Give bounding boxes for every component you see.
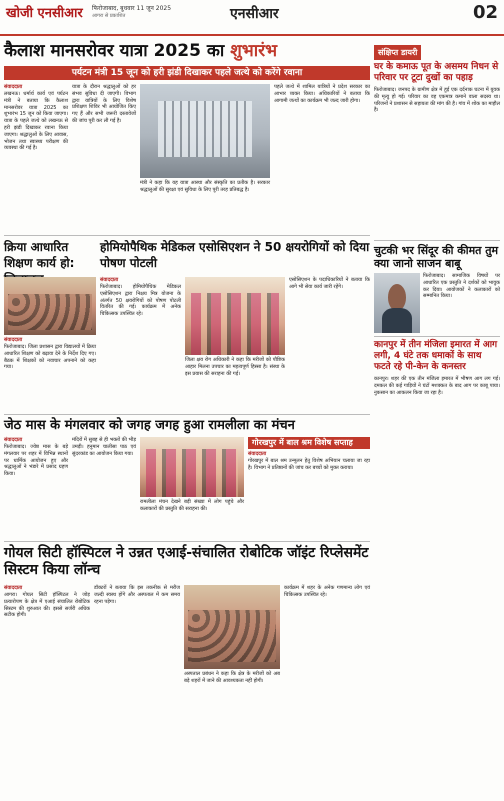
page-number: 02: [472, 2, 498, 23]
masthead: [0, 0, 504, 36]
lead-col-2: यात्रा के दौरान श्रद्धालुओं को हर संभव सुविधा दी जाएगी। विभाग द्वारा यात्रियों के लिए विशेष प्रशिक्षण शिविर भी आयोजित किए गए हैं और सभी जरूरी दस्तावेजों की जांच पूरी कर ली गई है।: [72, 84, 136, 124]
jeth-month-col-1: फिरोजाबाद। ज्येष्ठ मास के बड़े मंगलवार पर शहर में विभिन्न स्थानों पर धार्मिक आयोजन हुए और श्रद्धालुओं ने भंडारे में प्रसाद ग्रहण किया।: [4, 444, 68, 478]
sidebar-tag: संक्षिप्त डायरी: [374, 45, 421, 60]
jeth-month-col-3: रामलीला मंचन देखने बड़ी संख्या में लोग पहुंचे और कलाकारों की प्रस्तुति की सराहना की।: [140, 499, 244, 512]
section-title: एनसीआर: [230, 6, 279, 22]
homeopathic-photo: [185, 277, 285, 355]
lead-col-1: लखनऊ। धर्मार्थ कार्य एवं पर्यटन मंत्री ने बताया कि कैलाश मानसरोवर यात्रा 2025 का शुभारंभ 15 जून को किया जाएगा। यात्रा के पहले जत्थे को लखनऊ से हरी झंडी दिखाकर रवाना किया जाएगा। श्रद्धालुओं के लिए आवास, भोजन तथा स्वास्थ्य परीक्षण की व्यवस्था की गई है।: [4, 91, 68, 152]
issue-subline: आगरा से प्रकाशित: [92, 13, 126, 19]
goyal-hospital-col-1: आगरा। गोयल सिटी हॉस्पिटल ने जोड़ प्रत्यारोपण के क्षेत्र में एआई संचालित रोबोटिक सिस्टम की शुरुआत की। इससे सर्जरी अधिक सटीक होगी।: [4, 592, 90, 619]
goyal-hospital-col-4: कार्यक्रम में शहर के अनेक गणमान्य लोग एवं चिकित्सक उपस्थित रहे।: [284, 585, 370, 598]
goyal-hospital-headline: गोयल सिटी हॉस्पिटल ने उन्नत एआई-संचालित रोबोटिक जॉइंट रिप्लेसमेंट सिस्टम किया लॉन्च: [4, 545, 369, 578]
goyal-hospital-photo: [184, 585, 280, 669]
brief-1-headline: घर के कमाऊ पूत के असमय निधन से परिवार पर टूटा दुखों का पहाड़: [374, 62, 499, 83]
jeth-month-dateline: संवाददाता: [4, 437, 23, 443]
gorakhpur-dateline: संवाददाता: [248, 451, 267, 457]
activity-learning-text: फिरोजाबाद। जिला प्रशासन द्वारा विद्यालयों में क्रिया आधारित शिक्षण को बढ़ावा देने के निर्देश दिए गए। बैठक में शिक्षकों को नवाचार अपनाने को कहा गया।: [4, 344, 96, 371]
sidebar-briefs: [374, 40, 500, 606]
story-goyal-hospital: [4, 545, 370, 801]
story-jeth-month: [4, 418, 370, 538]
divider: [4, 235, 370, 236]
lead-story: [4, 40, 370, 232]
brief-3-headline: कानपुर में तीन मंजिला इमारत में आग लगी, 4 घंटे तक धमाकों के साथ फटते रहे पी-केन के कनस्तर: [374, 340, 498, 372]
gorakhpur-tag: गोरखपुर में बाल श्रम विशेष सप्ताह: [248, 437, 370, 449]
lead-dateline: संवाददाता: [4, 84, 23, 90]
jeth-month-col-2: मंदिरों में सुबह से ही भक्तों की भीड़ उमड़ी। हनुमान चालीसा पाठ एवं सुंदरकांड का आयोजन किया गया।: [72, 437, 136, 457]
homeopathic-headline: होमियोपैथिक मेडिकल एसोसिएशन ने 50 क्षयरोगियों को दिया पोषण पोटली: [100, 240, 370, 270]
goyal-hospital-col-3: अस्पताल प्रबंधन ने कहा कि क्षेत्र के मरीजों को अब बड़े शहरों में जाने की आवश्यकता नहीं होगी।: [184, 671, 280, 684]
story-homeopathic: [100, 239, 370, 411]
activity-learning-photo: [4, 277, 96, 335]
story-activity-learning: [4, 239, 96, 411]
gorakhpur-text: गोरखपुर में बाल श्रम उन्मूलन हेतु विशेष अभियान चलाया जा रहा है। विभाग ने प्रतिष्ठानों की जांच कर बच्चों को मुक्त कराया।: [248, 458, 370, 471]
brief-1-text: फिरोजाबाद। जनपद के ग्रामीण क्षेत्र में हुई एक दर्दनाक घटना में युवक की मृत्यु हो गई। परिवार का वह एकमात्र कमाने वाला सदस्य था। परिजनों ने प्रशासन से सहायता की मांग की है। गांव में शोक का माहौल है।: [374, 87, 500, 114]
lead-col-4: पहले जत्थे में शामिल यात्रियों ने प्रदेश सरकार का आभार व्यक्त किया। अधिकारियों ने बताया कि आगामी जत्थों का कार्यक्रम भी जल्द जारी होगा।: [274, 84, 370, 104]
lead-subhead: पर्यटन मंत्री 15 जून को हरी झंडी दिखाकर पहले जत्थे को करेंगे रवाना: [4, 66, 370, 80]
divider: [4, 414, 370, 415]
activity-learning-headline: क्रिया आधारित शिक्षण कार्य हो:: [4, 240, 75, 270]
brief-2-photo: [374, 273, 420, 333]
homeopathic-col-3: एसोसिएशन के पदाधिकारियों ने बताया कि आगे भी सेवा कार्य जारी रहेंगे।: [289, 277, 370, 290]
newspaper-brand: खोजी एनसीआर: [6, 6, 83, 21]
homeopathic-col-2: जिला क्षय रोग अधिकारी ने कहा कि मरीजों को पौष्टिक आहार मिलना उपचार का महत्वपूर्ण हिस्सा है। संस्था के इस प्रयास की सराहना की गई।: [185, 357, 285, 377]
goyal-hospital-dateline: संवाददाता: [4, 585, 23, 591]
issue-date: फिरोजाबाद, बुधवार 11 जून 2025: [92, 5, 172, 12]
main-column: [4, 40, 370, 801]
activity-learning-dateline: संवाददाता: [4, 337, 23, 343]
goyal-hospital-col-2: डॉक्टरों ने बताया कि इस तकनीक से मरीज जल्दी स्वस्थ होंगे और अस्पताल में कम समय रहना पड़ेगा।: [94, 585, 180, 605]
jeth-month-photo: [140, 437, 244, 497]
story-gorakhpur: [248, 437, 370, 536]
lead-photo: [140, 84, 270, 178]
divider: [4, 541, 370, 542]
divider: [374, 336, 500, 337]
divider: [374, 240, 500, 241]
brief-3-text: कानपुर। शहर की एक तीन मंजिला इमारत में भीषण आग लग गई। दमकल की कई गाड़ियों ने घंटों मशक्कत के बाद आग पर काबू पाया। नुकसान का आकलन किया जा रहा है।: [374, 376, 500, 396]
lead-headline-black: कैलाश मानसरोवर यात्रा 2025 का: [4, 41, 225, 61]
lead-headline: [4, 40, 370, 64]
homeopathic-dateline: संवाददाता: [100, 277, 119, 283]
lead-headline-red: शुभारंभ: [230, 41, 278, 61]
brief-2-headline: चुटकी भर सिंदूर की कीमत तुम क्या जानो साजन बाबू: [374, 244, 499, 270]
lead-col-3: मंत्री ने कहा कि यह यात्रा आस्था और संस्कृति का प्रतीक है। सरकार श्रद्धालुओं की सुरक्षा एवं सुविधा के लिए पूरी तरह प्रतिबद्ध है।: [140, 180, 270, 193]
jeth-month-headline: जेठ मास के मंगलवार को जगह जगह हुआ रामलीला का मंचन: [4, 418, 295, 433]
brief-2-text: फिरोजाबाद। सामाजिक विषयों पर आधारित एक प्रस्तुति ने दर्शकों को भावुक कर दिया। आयोजकों ने कलाकारों को सम्मानित किया।: [423, 273, 500, 300]
homeopathic-col-1: फिरोजाबाद। होमियोपैथिक मेडिकल एसोसिएशन द्वारा निक्षय मित्र योजना के अंतर्गत 50 क्षयरोगियों को पोषण पोटली वितरित की गई। कार्यक्रम में अनेक चिकित्सक उपस्थित रहे।: [100, 284, 181, 318]
